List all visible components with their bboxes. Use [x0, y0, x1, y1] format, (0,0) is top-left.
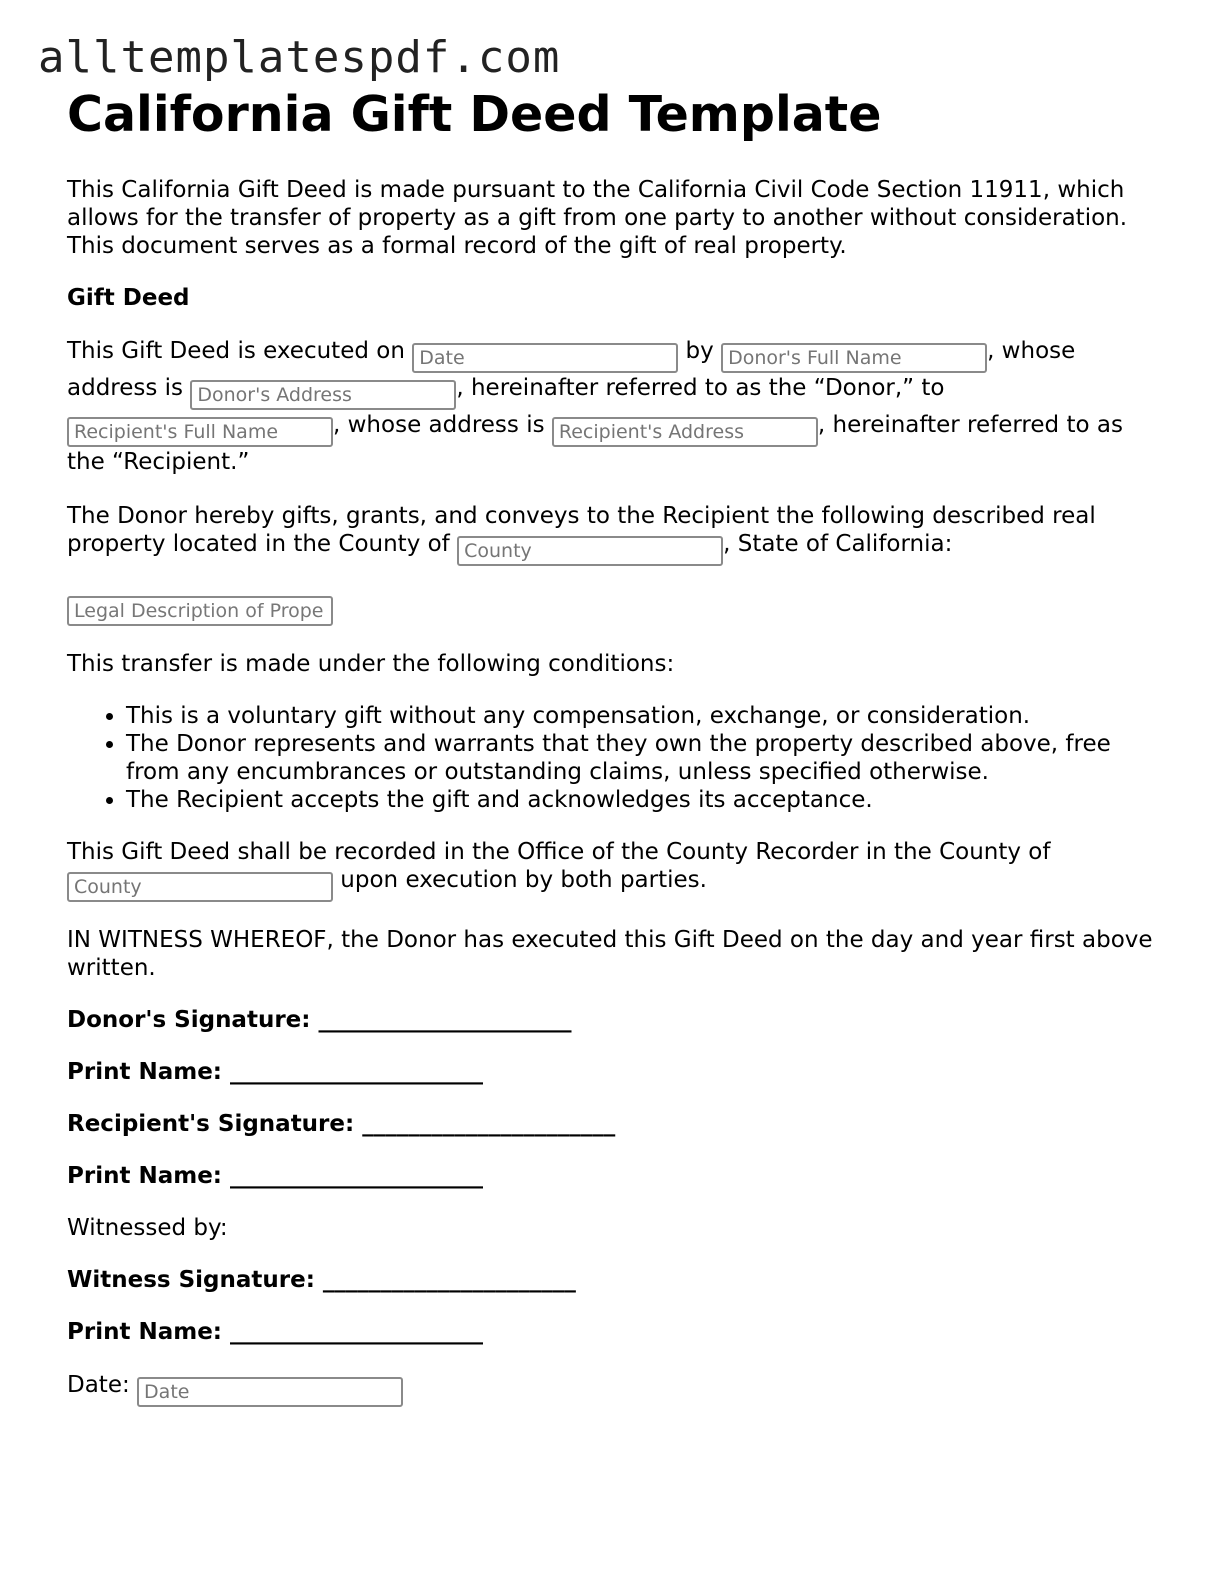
date-label: Date:: [67, 1372, 138, 1398]
witness-whereof-paragraph: IN WITNESS WHEREOF, the Donor has executed this Gift Deed on the day and year first above written.: [67, 927, 1153, 981]
section-heading: Gift Deed: [67, 285, 190, 311]
conditions-list: [67, 702, 1157, 814]
witness-print-name-line: Print Name: ______________________: [67, 1319, 483, 1345]
donor-address-input[interactable]: [190, 380, 456, 410]
legal-description-row: [67, 590, 1157, 626]
para2-text-2: , State of California:: [723, 531, 953, 557]
para3-text-2: upon execution by both parties.: [333, 867, 707, 893]
intro-paragraph: This California Gift Deed is made pursuant to the California Civil Code Section 11911, which allows for the transfer of property as a gift from one party to another without consideration. This document serves as a formal record of the gift of real property.: [67, 177, 1128, 259]
donor-name-input[interactable]: [721, 343, 987, 373]
witness-date-input[interactable]: [137, 1377, 403, 1407]
para1-text-1: This Gift Deed is executed on: [67, 338, 413, 364]
execution-date-input[interactable]: [412, 343, 678, 373]
list-item: • The Recipient accepts the gift and acknowledges its acceptance.: [126, 786, 1157, 814]
para1-text-2: by: [678, 338, 722, 364]
recorder-county-input[interactable]: [67, 872, 333, 902]
recipient-signature-line: Recipient's Signature: ______________________: [67, 1111, 616, 1137]
witness-date-row: [67, 1370, 1157, 1407]
witness-signature-line: Witness Signature: ______________________: [67, 1267, 576, 1293]
list-item: • This is a voluntary gift without any compensation, exchange, or consideration.: [126, 702, 1157, 730]
page-title: California Gift Deed Template: [67, 86, 882, 143]
list-item: • The Donor represents and warrants that they own the property described above, free from any encumbrances or outstanding claims, unless specified otherwise.: [126, 730, 1157, 786]
donor-signature-line: Donor's Signature: ______________________: [67, 1007, 572, 1033]
recipient-address-input[interactable]: [552, 417, 818, 447]
site-watermark: alltemplatespdf.com: [38, 32, 561, 83]
para3-text-1: This Gift Deed shall be recorded in the Office of the County Recorder in the County of: [67, 839, 1051, 865]
para2-text-1: The Donor hereby gifts, grants, and conveys to the Recipient the following described real property located in the County of: [67, 503, 1096, 557]
para1-text-3: , whose address is: [67, 338, 1076, 401]
para1-text-6: , hereinafter referred to as the “Recipient.”: [67, 412, 1123, 475]
donor-print-name-line: Print Name: ______________________: [67, 1059, 483, 1085]
para1-text-4: , hereinafter referred to as the “Donor,” to: [456, 375, 945, 401]
conditions-intro: This transfer is made under the following conditions:: [67, 651, 675, 677]
recording-paragraph: [67, 838, 1157, 902]
conveyance-paragraph: [67, 502, 1157, 566]
property-county-input[interactable]: [457, 536, 723, 566]
execution-paragraph: [67, 336, 1157, 478]
recipient-name-input[interactable]: [67, 417, 333, 447]
witnessed-by-label: Witnessed by:: [67, 1215, 228, 1241]
document-body: [67, 88, 1157, 1431]
recipient-print-name-line: Print Name: ______________________: [67, 1163, 483, 1189]
para1-text-5: , whose address is: [333, 412, 552, 438]
legal-description-input[interactable]: [67, 596, 333, 626]
